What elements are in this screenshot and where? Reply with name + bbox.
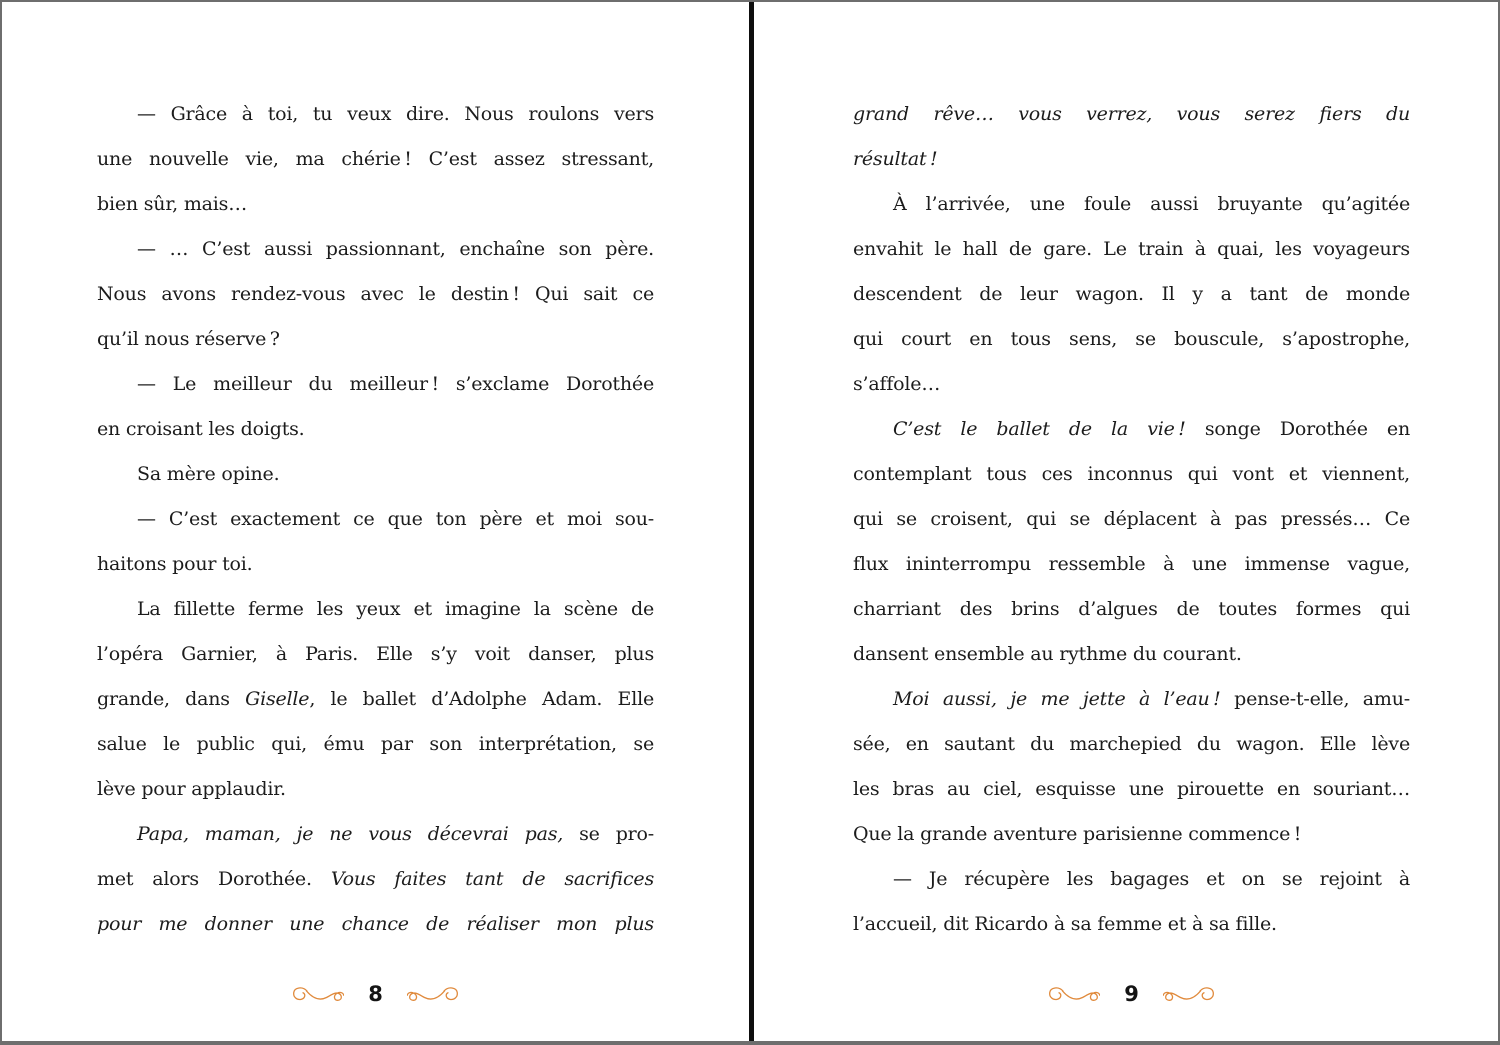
italic-text-segment: Papa, maman, je ne vous décevrai pas, <box>137 823 564 845</box>
text-line <box>853 722 1410 767</box>
text-line <box>97 767 654 812</box>
text-line <box>853 227 1410 272</box>
text-segment: charriant des brins d’algues de toutes formes qui <box>853 598 1410 620</box>
text-segment: Nous avons rendez-vous avec le destin ! Qui sait ce <box>97 283 654 305</box>
text-segment: songe Dorothée en <box>1185 418 1410 440</box>
text-line <box>97 362 654 407</box>
text-segment: s’affole… <box>853 373 941 395</box>
text-segment: les bras au ciel, esquisse une pirouette en souriant… <box>853 778 1410 800</box>
text-segment: l’opéra Garnier, à Paris. Elle s’y voit danser, plus <box>97 643 654 665</box>
text-line <box>853 137 1410 182</box>
text-segment: — Grâce à toi, tu veux dire. Nous roulons vers <box>137 103 654 125</box>
page-footer <box>853 984 1410 1005</box>
text-line <box>97 227 654 272</box>
text-segment: l’accueil, dit Ricardo à sa femme et à sa fille. <box>853 913 1277 935</box>
text-line <box>97 587 654 632</box>
page-gutter-divider <box>749 2 754 1041</box>
flourish-swirl-icon <box>292 985 344 1005</box>
text-segment: — Le meilleur du meilleur ! s’exclame Dorothée <box>137 373 654 395</box>
text-line <box>97 722 654 767</box>
text-line <box>97 857 654 902</box>
flourish-swirl-graphic <box>292 985 344 1005</box>
text-line <box>853 452 1410 497</box>
text-segment: pense-t-elle, amu- <box>1220 688 1411 710</box>
text-line <box>97 137 654 182</box>
text-segment: haitons pour toi. <box>97 553 253 575</box>
flourish-swirl-icon <box>407 985 459 1005</box>
text-segment: une nouvelle vie, ma chérie ! C’est assez stressant, <box>97 148 654 170</box>
flourish-swirl-graphic <box>1048 985 1100 1005</box>
text-line <box>97 407 654 452</box>
flourish-swirl-icon <box>1048 985 1100 1005</box>
text-line <box>97 497 654 542</box>
text-segment: dansent ensemble au rythme du courant. <box>853 643 1242 665</box>
text-line <box>853 677 1410 722</box>
text-line <box>97 272 654 317</box>
text-segment: La fillette ferme les yeux et imagine la scène de <box>137 598 654 620</box>
flourish-swirl-icon <box>1163 985 1215 1005</box>
text-line <box>97 92 654 137</box>
text-segment: descendent de leur wagon. Il y a tant de monde <box>853 283 1410 305</box>
italic-text-segment: résultat ! <box>853 148 938 170</box>
text-line <box>97 677 654 722</box>
text-segment: bien sûr, mais… <box>97 193 247 215</box>
text-segment: sée, en sautant du marchepied du wagon. Elle lève <box>853 733 1410 755</box>
text-line <box>97 182 654 227</box>
text-segment: en croisant les doigts. <box>97 418 305 440</box>
text-line <box>97 902 654 947</box>
italic-text-segment: pour me donner une chance de réaliser mon plus <box>97 913 654 935</box>
flourish-swirl-graphic <box>407 985 459 1005</box>
text-segment: qui se croisent, qui se déplacent à pas pressés… Ce <box>853 508 1410 530</box>
italic-text-segment: Giselle <box>245 688 310 710</box>
text-line <box>853 182 1410 227</box>
italic-text-segment: grand rêve… vous verrez, vous serez fiers du <box>853 103 1410 125</box>
text-line <box>97 317 654 362</box>
flourish-swirl-graphic <box>1163 985 1215 1005</box>
italic-text-segment: C’est le ballet de la vie ! <box>893 418 1186 440</box>
text-line <box>853 362 1410 407</box>
text-segment: Sa mère opine. <box>137 463 280 485</box>
text-segment: salue le public qui, ému par son interprétation, se <box>97 733 654 755</box>
text-line <box>853 92 1410 137</box>
text-segment: grande, dans <box>97 688 246 710</box>
text-line <box>97 542 654 587</box>
text-segment: lève pour applaudir. <box>97 778 286 800</box>
text-segment: contemplant tous ces inconnus qui vont et viennent, <box>853 463 1410 485</box>
text-segment: À l’arrivée, une foule aussi bruyante qu’agitée <box>893 193 1410 215</box>
text-line <box>97 632 654 677</box>
text-segment: envahit le hall de gare. Le train à quai, les voyageurs <box>853 238 1410 260</box>
text-line <box>97 452 654 497</box>
text-segment: Que la grande aventure parisienne commence ! <box>853 823 1302 845</box>
text-segment: — Je récupère les bagages et on se rejoint à <box>893 868 1410 890</box>
text-line <box>853 407 1410 452</box>
text-segment: se pro- <box>563 823 654 845</box>
text-segment: — C’est exactement ce que ton père et moi sou- <box>137 508 654 530</box>
text-line <box>853 587 1410 632</box>
text-segment: qui court en tous sens, se bouscule, s’apostrophe, <box>853 328 1410 350</box>
page-text-block <box>97 92 654 947</box>
text-line <box>853 632 1410 677</box>
text-segment: — … C’est aussi passionnant, enchaîne son père. <box>137 238 654 260</box>
page-text-block <box>853 92 1410 947</box>
page-number: 8 <box>368 982 383 1006</box>
text-segment: , le ballet d’Adolphe Adam. Elle <box>309 688 654 710</box>
text-segment: met alors Dorothée. <box>97 868 331 890</box>
page-number: 9 <box>1124 982 1139 1006</box>
text-segment: flux ininterrompu ressemble à une immense vague, <box>853 553 1410 575</box>
text-line <box>853 812 1410 857</box>
text-line <box>853 272 1410 317</box>
text-line <box>853 542 1410 587</box>
page-footer <box>97 984 654 1005</box>
text-line <box>97 812 654 857</box>
italic-text-segment: Moi aussi, je me jette à l’eau ! <box>893 688 1221 710</box>
text-line <box>853 317 1410 362</box>
text-line <box>853 767 1410 812</box>
book-page-right <box>752 2 1500 1041</box>
italic-text-segment: Vous faites tant de sacrifices <box>330 868 654 890</box>
text-line <box>853 902 1410 947</box>
text-line <box>853 497 1410 542</box>
book-page-left <box>2 2 752 1041</box>
text-segment: qu’il nous réserve ? <box>97 328 280 350</box>
text-line <box>853 857 1410 902</box>
